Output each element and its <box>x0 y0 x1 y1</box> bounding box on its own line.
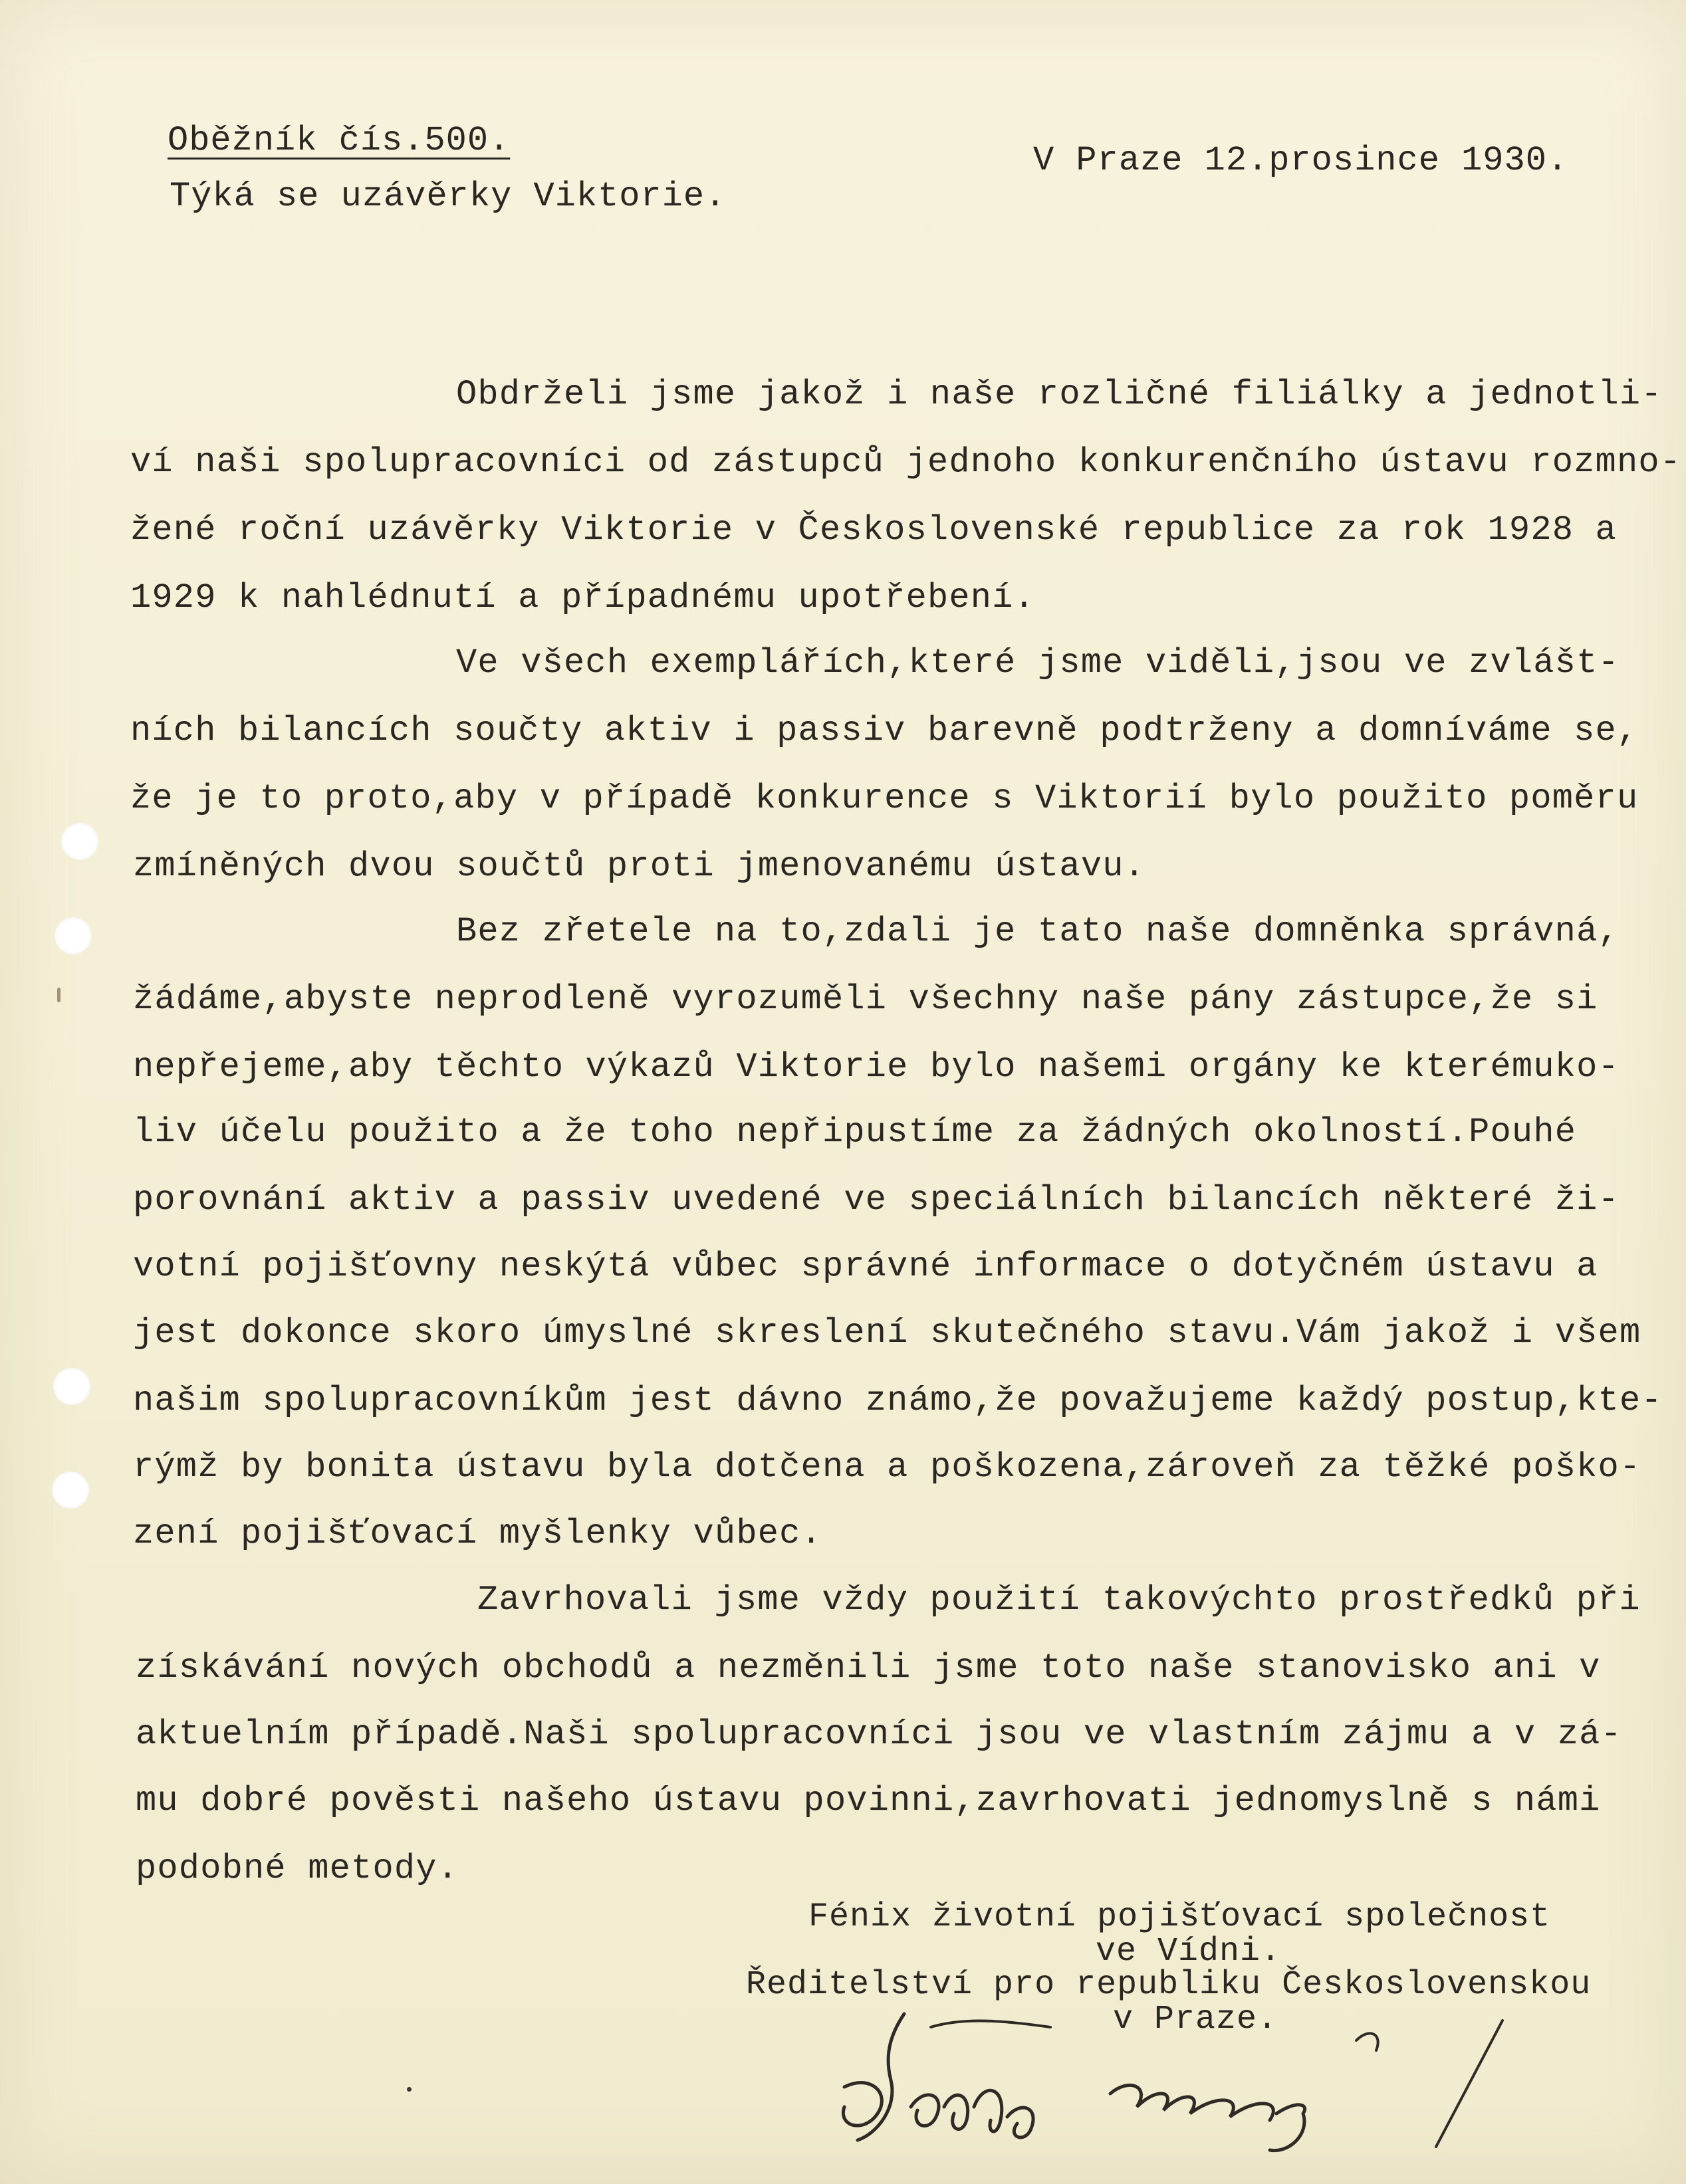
subject-line: Týká se uzávěrky Viktorie. <box>170 177 727 216</box>
body-line: získávání nových obchodů a nezměnili jsme toto naše stanovisko ani v <box>136 1648 1601 1688</box>
company-name: Fénix životní pojišťovací společnost <box>808 1898 1551 1936</box>
body-line: ních bilancích součty aktiv i passiv barevně podtrženy a domníváme se, <box>130 711 1639 750</box>
directorate-city: v Praze. <box>1113 2001 1278 2038</box>
punch-hole <box>53 1368 90 1405</box>
body-line: nepřejeme,aby těchto výkazů Viktorie bylo našemi orgány ke kterémuko- <box>133 1047 1620 1087</box>
body-line: našim spolupracovníkům jest dávno známo,že považujeme každý postup,kte- <box>133 1381 1663 1420</box>
handwritten-signature-left <box>831 2007 1070 2153</box>
body-line: žené roční uzávěrky Viktorie v Československé republice za rok 1928 a <box>130 510 1617 550</box>
body-line: ví naši spolupracovníci od zástupců jednoho konkurenčního ústavu rozmno- <box>130 443 1682 482</box>
body-line: zmíněných dvou součtů proti jmenovanému ústavu. <box>133 847 1146 886</box>
body-line: 1929 k nahlédnutí a případnému upotřebení. <box>130 578 1036 617</box>
company-city: ve Vídni. <box>1096 1933 1282 1971</box>
body-line: Bez zřetele na to,zdali je tato naše domněnka správná, <box>456 912 1620 951</box>
body-line: aktuelním případě.Naši spolupracovníci jsou ve vlastním zájmu a v zá- <box>136 1715 1622 1754</box>
punch-hole <box>61 823 98 860</box>
punch-hole <box>52 1472 89 1509</box>
body-line: liv účelu použito a že toho nepřipustíme za žádných okolností.Pouhé <box>133 1113 1577 1152</box>
body-line: žádáme,abyste neprodleně vyrozuměli všechny naše pány zástupce,že si <box>133 980 1598 1019</box>
circular-number: Oběžník čís.500. <box>168 121 511 160</box>
body-line: rýmž by bonita ústavu byla dotčena a poškozena,zároveň za těžké poško- <box>133 1448 1641 1487</box>
body-line: votní pojišťovny neskýtá vůbec správné informace o dotyčném ústavu a <box>133 1247 1598 1286</box>
directorate: Ředitelství pro republiku Československou <box>746 1966 1592 2004</box>
place-date: V Praze 12.prosince 1930. <box>1033 141 1569 180</box>
body-line: Zavrhovali jsme vždy použití takovýchto prostředků při <box>477 1581 1641 1620</box>
ink-speck <box>57 988 60 1002</box>
body-line: Obdrželi jsme jakož i naše rozličné filiálky a jednotli- <box>456 375 1663 414</box>
punch-hole <box>55 917 92 954</box>
body-line: jest dokonce skoro úmyslné skreslení skutečného stavu.Vám jakož i všem <box>133 1313 1641 1353</box>
body-line: zení pojišťovací myšlenky vůbec. <box>133 1514 822 1553</box>
body-line: podobné metody. <box>136 1849 459 1888</box>
ink-speck <box>407 2087 412 2092</box>
body-line: že je to proto,aby v případě konkurence s Viktorií bylo použito poměru <box>130 779 1639 818</box>
handwritten-signature-right <box>1090 2014 1516 2160</box>
body-line: mu dobré pověsti našeho ústavu povinni,zavrhovati jednomyslně s námi <box>136 1781 1601 1820</box>
body-line: Ve všech exemplářích,které jsme viděli,jsou ve zvlášt- <box>456 643 1620 683</box>
body-line: porovnání aktiv a passiv uvedené ve speciálních bilancích některé ži- <box>133 1180 1620 1220</box>
